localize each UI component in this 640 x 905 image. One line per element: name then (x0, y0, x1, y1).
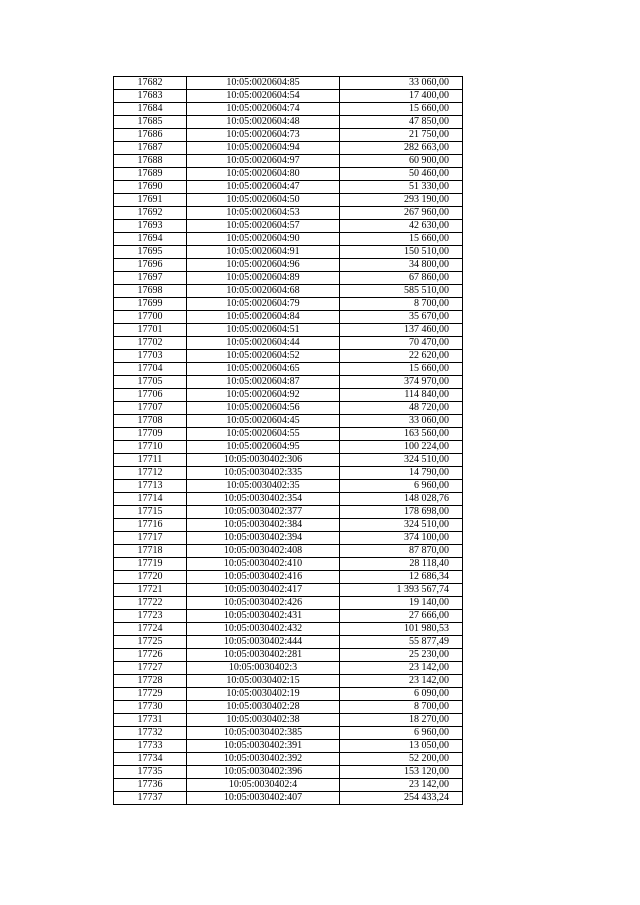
row-number-cell: 17724 (114, 623, 187, 636)
amount-cell: 19 140,00 (340, 597, 463, 610)
table-row (114, 636, 463, 649)
amount-cell: 282 663,00 (340, 142, 463, 155)
cadastral-number-cell: 10:05:0030402:38 (187, 714, 340, 727)
table-row (114, 558, 463, 571)
row-number-cell: 17710 (114, 441, 187, 454)
amount-cell: 33 060,00 (340, 77, 463, 90)
amount-cell: 67 860,00 (340, 272, 463, 285)
row-number-cell: 17709 (114, 428, 187, 441)
row-number-cell: 17698 (114, 285, 187, 298)
cadastral-number-cell: 10:05:0030402:15 (187, 675, 340, 688)
row-number-cell: 17726 (114, 649, 187, 662)
table-row (114, 467, 463, 480)
table-row (114, 220, 463, 233)
row-number-cell: 17686 (114, 129, 187, 142)
row-number-cell: 17713 (114, 480, 187, 493)
table-row (114, 129, 463, 142)
table-row (114, 740, 463, 753)
amount-cell: 293 190,00 (340, 194, 463, 207)
cadastral-number-cell: 10:05:0020604:51 (187, 324, 340, 337)
table-row (114, 389, 463, 402)
amount-cell: 22 620,00 (340, 350, 463, 363)
cadastral-number-cell: 10:05:0030402:35 (187, 480, 340, 493)
amount-cell: 15 660,00 (340, 363, 463, 376)
amount-cell: 153 120,00 (340, 766, 463, 779)
row-number-cell: 17707 (114, 402, 187, 415)
amount-cell: 27 666,00 (340, 610, 463, 623)
table-row (114, 571, 463, 584)
table-row (114, 545, 463, 558)
cadastral-number-cell: 10:05:0030402:19 (187, 688, 340, 701)
table-row (114, 103, 463, 116)
table-row (114, 649, 463, 662)
cadastral-number-cell: 10:05:0030402:354 (187, 493, 340, 506)
amount-cell: 21 750,00 (340, 129, 463, 142)
table-row (114, 285, 463, 298)
row-number-cell: 17715 (114, 506, 187, 519)
row-number-cell: 17718 (114, 545, 187, 558)
row-number-cell: 17704 (114, 363, 187, 376)
table-row (114, 259, 463, 272)
amount-cell: 17 400,00 (340, 90, 463, 103)
amount-cell: 374 100,00 (340, 532, 463, 545)
amount-cell: 52 200,00 (340, 753, 463, 766)
amount-cell: 324 510,00 (340, 519, 463, 532)
table-row (114, 428, 463, 441)
cadastral-number-cell: 10:05:0020604:96 (187, 259, 340, 272)
cadastral-number-cell: 10:05:0030402:4 (187, 779, 340, 792)
row-number-cell: 17725 (114, 636, 187, 649)
amount-cell: 87 870,00 (340, 545, 463, 558)
amount-cell: 178 698,00 (340, 506, 463, 519)
cadastral-number-cell: 10:05:0020604:94 (187, 142, 340, 155)
cadastral-number-cell: 10:05:0030402:426 (187, 597, 340, 610)
cadastral-number-cell: 10:05:0030402:394 (187, 532, 340, 545)
cadastral-number-cell: 10:05:0030402:391 (187, 740, 340, 753)
row-number-cell: 17712 (114, 467, 187, 480)
amount-cell: 33 060,00 (340, 415, 463, 428)
table-row (114, 792, 463, 805)
amount-cell: 50 460,00 (340, 168, 463, 181)
row-number-cell: 17703 (114, 350, 187, 363)
cadastral-number-cell: 10:05:0030402:377 (187, 506, 340, 519)
cadastral-number-cell: 10:05:0020604:91 (187, 246, 340, 259)
table-row (114, 597, 463, 610)
amount-cell: 70 470,00 (340, 337, 463, 350)
amount-cell: 48 720,00 (340, 402, 463, 415)
row-number-cell: 17697 (114, 272, 187, 285)
amount-cell: 23 142,00 (340, 675, 463, 688)
amount-cell: 14 790,00 (340, 467, 463, 480)
table-row (114, 519, 463, 532)
cadastral-number-cell: 10:05:0030402:28 (187, 701, 340, 714)
cadastral-number-cell: 10:05:0020604:65 (187, 363, 340, 376)
row-number-cell: 17723 (114, 610, 187, 623)
row-number-cell: 17711 (114, 454, 187, 467)
row-number-cell: 17692 (114, 207, 187, 220)
table-row (114, 376, 463, 389)
cadastral-number-cell: 10:05:0020604:68 (187, 285, 340, 298)
row-number-cell: 17701 (114, 324, 187, 337)
cadastral-number-cell: 10:05:0030402:385 (187, 727, 340, 740)
amount-cell: 15 660,00 (340, 233, 463, 246)
table-row (114, 454, 463, 467)
amount-cell: 374 970,00 (340, 376, 463, 389)
row-number-cell: 17696 (114, 259, 187, 272)
row-number-cell: 17737 (114, 792, 187, 805)
table-row (114, 675, 463, 688)
row-number-cell: 17699 (114, 298, 187, 311)
table-row (114, 181, 463, 194)
row-number-cell: 17730 (114, 701, 187, 714)
cadastral-number-cell: 10:05:0020604:73 (187, 129, 340, 142)
row-number-cell: 17695 (114, 246, 187, 259)
table-row (114, 480, 463, 493)
row-number-cell: 17689 (114, 168, 187, 181)
row-number-cell: 17684 (114, 103, 187, 116)
cadastral-number-cell: 10:05:0020604:87 (187, 376, 340, 389)
cadastral-number-cell: 10:05:0030402:407 (187, 792, 340, 805)
table-row (114, 155, 463, 168)
amount-cell: 34 800,00 (340, 259, 463, 272)
row-number-cell: 17694 (114, 233, 187, 246)
table-row (114, 584, 463, 597)
amount-cell: 23 142,00 (340, 779, 463, 792)
cadastral-number-cell: 10:05:0020604:84 (187, 311, 340, 324)
table-row (114, 753, 463, 766)
amount-cell: 42 630,00 (340, 220, 463, 233)
amount-cell: 267 960,00 (340, 207, 463, 220)
table-row (114, 298, 463, 311)
cadastral-number-cell: 10:05:0020604:57 (187, 220, 340, 233)
table-row (114, 402, 463, 415)
cadastral-number-cell: 10:05:0020604:52 (187, 350, 340, 363)
table-row (114, 532, 463, 545)
row-number-cell: 17732 (114, 727, 187, 740)
table-row (114, 116, 463, 129)
amount-cell: 163 560,00 (340, 428, 463, 441)
table-row (114, 779, 463, 792)
amount-cell: 148 028,76 (340, 493, 463, 506)
table-row (114, 727, 463, 740)
cadastral-number-cell: 10:05:0020604:56 (187, 402, 340, 415)
row-number-cell: 17717 (114, 532, 187, 545)
amount-cell: 101 980,53 (340, 623, 463, 636)
row-number-cell: 17687 (114, 142, 187, 155)
amount-cell: 51 330,00 (340, 181, 463, 194)
amount-cell: 6 090,00 (340, 688, 463, 701)
cadastral-number-cell: 10:05:0030402:281 (187, 649, 340, 662)
table-row (114, 688, 463, 701)
table-row (114, 77, 463, 90)
table-row (114, 272, 463, 285)
cadastral-number-cell: 10:05:0030402:335 (187, 467, 340, 480)
cadastral-number-cell: 10:05:0020604:74 (187, 103, 340, 116)
amount-cell: 25 230,00 (340, 649, 463, 662)
table-row (114, 350, 463, 363)
table-row (114, 207, 463, 220)
row-number-cell: 17722 (114, 597, 187, 610)
row-number-cell: 17702 (114, 337, 187, 350)
cadastral-number-cell: 10:05:0030402:432 (187, 623, 340, 636)
cadastral-number-cell: 10:05:0030402:444 (187, 636, 340, 649)
table-row (114, 623, 463, 636)
cadastral-number-cell: 10:05:0020604:89 (187, 272, 340, 285)
table-row (114, 506, 463, 519)
table-row (114, 701, 463, 714)
amount-cell: 15 660,00 (340, 103, 463, 116)
row-number-cell: 17728 (114, 675, 187, 688)
table-row (114, 90, 463, 103)
cadastral-number-cell: 10:05:0030402:408 (187, 545, 340, 558)
cadastral-number-cell: 10:05:0020604:54 (187, 90, 340, 103)
row-number-cell: 17683 (114, 90, 187, 103)
row-number-cell: 17706 (114, 389, 187, 402)
amount-cell: 35 670,00 (340, 311, 463, 324)
table-row (114, 610, 463, 623)
row-number-cell: 17690 (114, 181, 187, 194)
row-number-cell: 17729 (114, 688, 187, 701)
cadastral-number-cell: 10:05:0030402:396 (187, 766, 340, 779)
cadastral-number-cell: 10:05:0020604:92 (187, 389, 340, 402)
cadastral-number-cell: 10:05:0020604:45 (187, 415, 340, 428)
row-number-cell: 17714 (114, 493, 187, 506)
amount-cell: 254 433,24 (340, 792, 463, 805)
cadastral-number-cell: 10:05:0030402:384 (187, 519, 340, 532)
row-number-cell: 17708 (114, 415, 187, 428)
amount-cell: 150 510,00 (340, 246, 463, 259)
amount-cell: 60 900,00 (340, 155, 463, 168)
cadastral-number-cell: 10:05:0020604:48 (187, 116, 340, 129)
amount-cell: 12 686,34 (340, 571, 463, 584)
cadastral-number-cell: 10:05:0030402:416 (187, 571, 340, 584)
row-number-cell: 17733 (114, 740, 187, 753)
amount-cell: 8 700,00 (340, 701, 463, 714)
cadastral-number-cell: 10:05:0020604:95 (187, 441, 340, 454)
amount-cell: 13 050,00 (340, 740, 463, 753)
cadastral-number-cell: 10:05:0020604:47 (187, 181, 340, 194)
row-number-cell: 17685 (114, 116, 187, 129)
table-row (114, 363, 463, 376)
amount-cell: 114 840,00 (340, 389, 463, 402)
table-row (114, 714, 463, 727)
row-number-cell: 17700 (114, 311, 187, 324)
row-number-cell: 17735 (114, 766, 187, 779)
amount-cell: 1 393 567,74 (340, 584, 463, 597)
row-number-cell: 17705 (114, 376, 187, 389)
amount-cell: 8 700,00 (340, 298, 463, 311)
cadastral-number-cell: 10:05:0020604:55 (187, 428, 340, 441)
cadastral-number-cell: 10:05:0030402:392 (187, 753, 340, 766)
row-number-cell: 17734 (114, 753, 187, 766)
row-number-cell: 17719 (114, 558, 187, 571)
cadastral-number-cell: 10:05:0030402:417 (187, 584, 340, 597)
table-row (114, 337, 463, 350)
row-number-cell: 17721 (114, 584, 187, 597)
cadastral-number-cell: 10:05:0020604:97 (187, 155, 340, 168)
cadastral-number-cell: 10:05:0020604:50 (187, 194, 340, 207)
row-number-cell: 17716 (114, 519, 187, 532)
row-number-cell: 17720 (114, 571, 187, 584)
cadastral-number-cell: 10:05:0020604:79 (187, 298, 340, 311)
cadastral-number-cell: 10:05:0020604:85 (187, 77, 340, 90)
table-row (114, 441, 463, 454)
cadastral-number-cell: 10:05:0030402:306 (187, 454, 340, 467)
table-row (114, 168, 463, 181)
table-row (114, 324, 463, 337)
amount-cell: 18 270,00 (340, 714, 463, 727)
row-number-cell: 17691 (114, 194, 187, 207)
table-row (114, 194, 463, 207)
ledger-table-body (114, 77, 463, 805)
amount-cell: 6 960,00 (340, 727, 463, 740)
cadastral-number-cell: 10:05:0020604:90 (187, 233, 340, 246)
row-number-cell: 17688 (114, 155, 187, 168)
row-number-cell: 17682 (114, 77, 187, 90)
amount-cell: 324 510,00 (340, 454, 463, 467)
row-number-cell: 17736 (114, 779, 187, 792)
table-row (114, 415, 463, 428)
row-number-cell: 17727 (114, 662, 187, 675)
table-row (114, 233, 463, 246)
amount-cell: 137 460,00 (340, 324, 463, 337)
amount-cell: 23 142,00 (340, 662, 463, 675)
ledger-table (113, 76, 463, 805)
cadastral-number-cell: 10:05:0030402:3 (187, 662, 340, 675)
row-number-cell: 17731 (114, 714, 187, 727)
amount-cell: 100 224,00 (340, 441, 463, 454)
cadastral-number-cell: 10:05:0030402:431 (187, 610, 340, 623)
cadastral-number-cell: 10:05:0020604:53 (187, 207, 340, 220)
amount-cell: 28 118,40 (340, 558, 463, 571)
table-row (114, 246, 463, 259)
row-number-cell: 17693 (114, 220, 187, 233)
cadastral-number-cell: 10:05:0030402:410 (187, 558, 340, 571)
cadastral-number-cell: 10:05:0020604:80 (187, 168, 340, 181)
amount-cell: 47 850,00 (340, 116, 463, 129)
table-row (114, 142, 463, 155)
table-row (114, 662, 463, 675)
table-row (114, 766, 463, 779)
amount-cell: 6 960,00 (340, 480, 463, 493)
table-row (114, 311, 463, 324)
amount-cell: 585 510,00 (340, 285, 463, 298)
amount-cell: 55 877,49 (340, 636, 463, 649)
cadastral-number-cell: 10:05:0020604:44 (187, 337, 340, 350)
table-row (114, 493, 463, 506)
